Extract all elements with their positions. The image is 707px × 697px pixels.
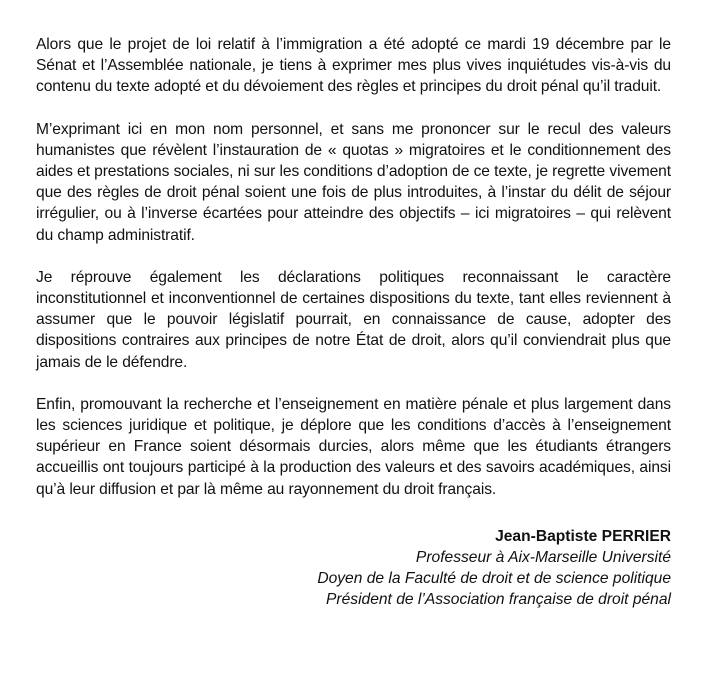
document-body (36, 34, 671, 611)
paragraph-2: M’exprimant ici en mon nom personnel, et sans me prononcer sur le recul des valeurs humanistes que révèlent l’instauration de « quotas » migratoires et le conditionnement des aides et prestations sociales, ni sur les conditions d’adoption de ce texte, je regrette vivement que des règles de droit pénal soient une fois de plus introduites, à l’instar du délit de séjour irrégulier, ou à l’inverse écartées pour atteindre des objectifs – ici migratoires – qui relèvent du champ administratif. (36, 120, 671, 244)
paragraph-4: Enfin, promouvant la recherche et l’enseignement en matière pénale et plus largement dans les sciences juridique et politique, je déplore que les conditions d’accès à l’enseignement supérieur en France soient désormais durcies, alors même que les étudiants étrangers accueillis ont toujours participé à la production des valeurs et des savoirs académiques, ainsi qu’à leur diffusion et par là même au rayonnement du droit français. (36, 395, 671, 498)
paragraph-3: Je réprouve également les déclarations politiques reconnaissant le caractère inconstitutionnel et inconventionnel de certaines dispositions du texte, tant elles reviennent à assumer que le pouvoir législatif pourrait, en connaissance de cause, adopter des dispositions contraires aux principes de notre État de droit, alors qu’il conviendrait plus que jamais de le défendre. (36, 268, 671, 371)
signature-block (36, 526, 671, 611)
signature-title-2: Doyen de la Faculté de droit et de science politique (317, 570, 671, 588)
paragraph-1: Alors que le projet de loi relatif à l’immigration a été adopté ce mardi 19 décembre par le Sénat et l’Assemblée nationale, je tiens à exprimer mes plus vives inquiétudes vis-à-vis du contenu du texte adopté et du dévoiement des règles et principes du droit pénal qu’il traduit. (36, 36, 671, 96)
signature-title-3: Président de l’Association française de droit pénal (326, 591, 671, 609)
signature-name: Jean-Baptiste PERRIER (495, 527, 671, 545)
signature-title-1: Professeur à Aix-Marseille Université (415, 549, 671, 567)
